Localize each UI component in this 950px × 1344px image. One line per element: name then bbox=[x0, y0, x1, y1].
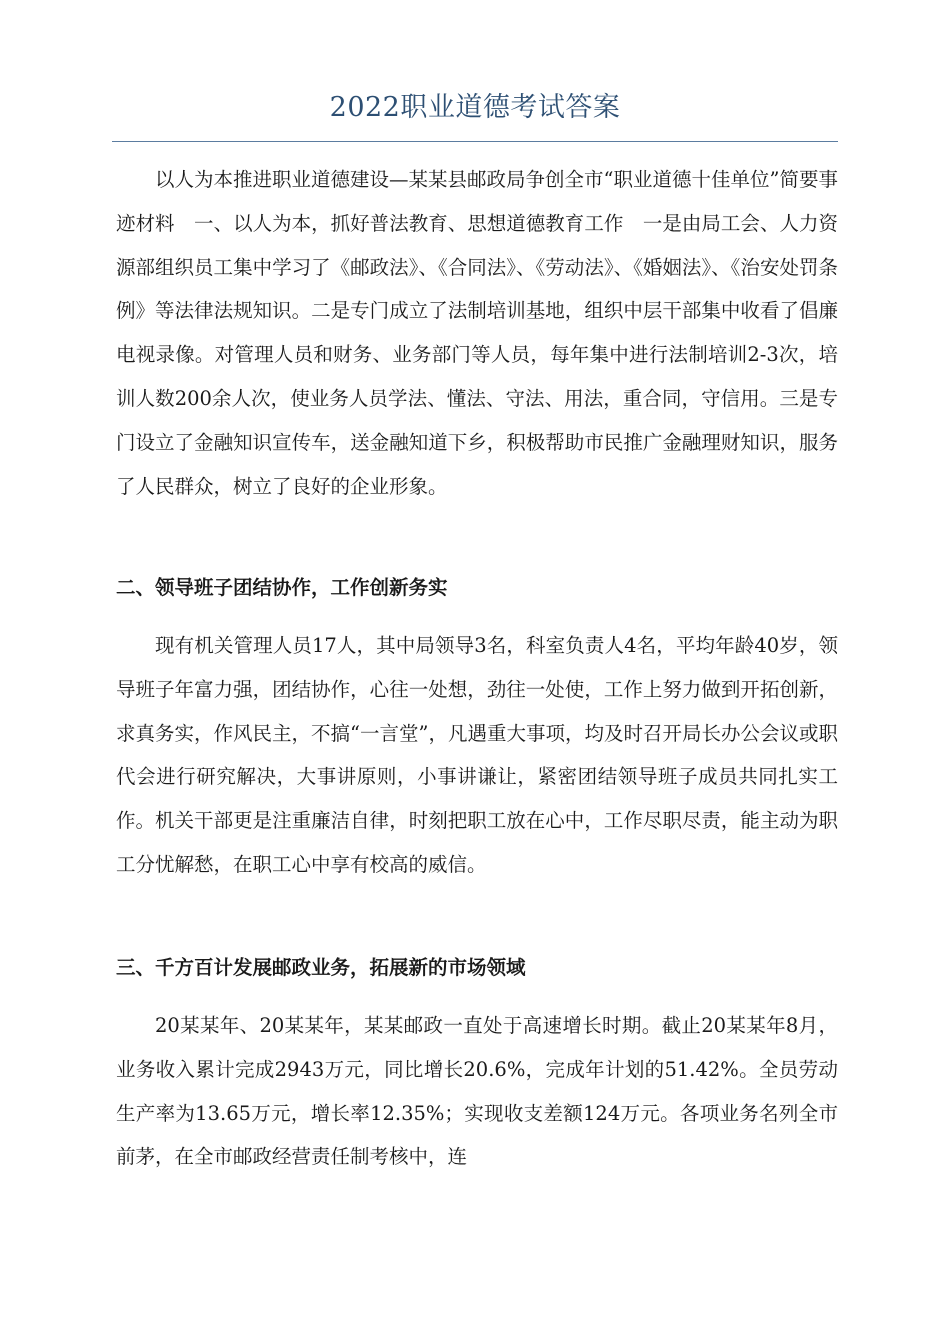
paragraph-2: 现有机关管理人员17人，其中局领导3名，科室负责人4名，平均年龄40岁，领导班子年富力强，团结协作，心往一处想，劲往一处使，工作上努力做到开拓创新，求真务实，作风民主，不搞“一言堂”，凡遇重大事项，均及时召开局长办公会议或职代会进行研究解决，大事讲原则，小事讲谦让，紧密团结领导班子成员共同扎实工作。机关干部更是注重廉洁自律，时刻把职工放在心中，工作尽职尽责，能主动为职工分忧解愁，在职工心中享有校高的威信。 bbox=[116, 634, 838, 876]
paragraph-3: 20某某年、20某某年，某某邮政一直处于高速增长时期。截止20某某年8月，业务收入累计完成2943万元，同比增长20.6%，完成年计划的51.42%。全员劳动生产率为13.65万元，增长率12.35%；实现收支差额124万元。各项业务名列全市前茅，在全市邮政经营责任制考核中，连 bbox=[116, 1014, 838, 1169]
section-heading-3: 三、千方百计发展邮政业务，拓展新的市场领域 bbox=[116, 956, 526, 979]
paragraph-1: 以人为本推进职业道德建设—某某县邮政局争创全市“职业道德十佳单位”简要事迹材料 一、以人为本，抓好普法教育、思想道德教育工作 一是由局工会、人力资源部组织员工集中学习了《邮政法》、《合同法》、《劳动法》、《婚姻法》、《治安处罚条例》等法律法规知识。二是专门成立了法制培训基地，组织中层干部集中收看了倡廉电视录像。对管理人员和财务、业务部门等人员，每年集中进行法制培训2-3次，培训人数200余人次，使业务人员学法、懂法、守法、用法，重合同，守信用。三是专门设立了金融知识宣传车，送金融知道下乡，积极帮助市民推广金融理财知识，服务了人民群众，树立了良好的企业形象。 bbox=[116, 168, 838, 498]
document-title: 2022职业道德考试答案 bbox=[329, 92, 621, 123]
title-divider bbox=[112, 141, 838, 142]
section-heading-2: 二、领导班子团结协作，工作创新务实 bbox=[116, 576, 448, 599]
